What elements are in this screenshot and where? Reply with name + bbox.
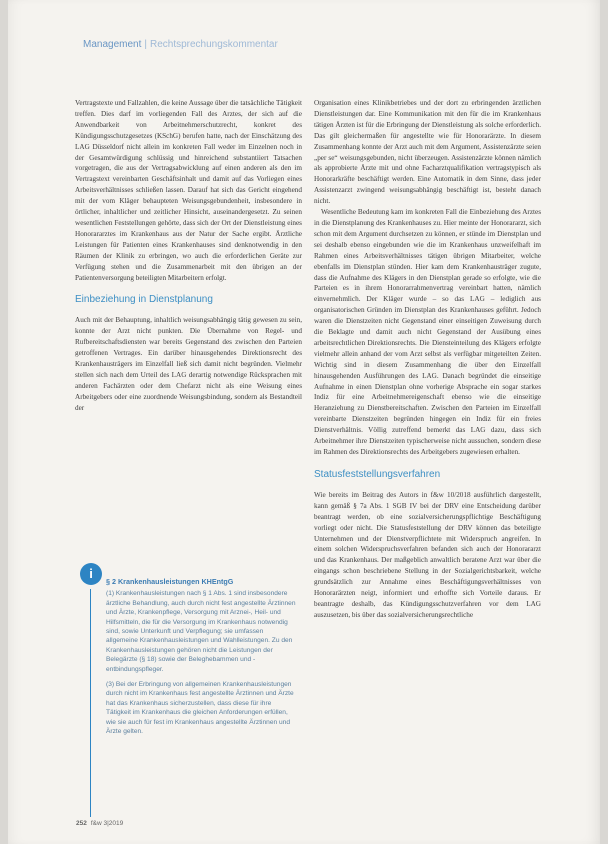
page-footer (76, 820, 123, 827)
info-box (70, 557, 302, 827)
info-box-paragraph: (1) Krankenhausleistungen nach § 1 Abs. 1 sind insbesondere ärztliche Behandlung, auch durch nicht fest angestellte Ärztinnen und Ärzte, Krankenpflege, Versorgung mit Arznei-, Heil- und Hilfsmitteln, die für die Versorgung im Krankenhaus notwendig sind, sowie Unterkunft und Verpflegung; sie umfassen allgemeine Krankenhausleistungen und Wahlleistungen. Zu den Krankenhausleistungen gehören nicht die Leistungen der Belegärzte (§ 18) sowie der Beleghebammen und -entbindungspfleger. (106, 590, 296, 673)
header-separator: | (144, 39, 147, 50)
info-box-title: § 2 Krankenhausleistungen KHEntgG (106, 577, 234, 586)
page-number: 252 (76, 820, 87, 827)
body-paragraph: Organisation eines Klinikbetriebes und der dort zu erbringenden ärztlichen Dienstleistungen dar. Eine Kommunikation mit den für die im Krankenhaus tätigen Ärzten ist für die Erbringung der Dienstleistung als solche erforderlich. Das gilt gleichermaßen für angestellte wie für Honorarärzte. In diesem Zusammenhang konnte der Arzt auch mit dem Argument, Assistenzärzte seien „per se“ weisungsgebunden, nicht überzeugen. Assistenzärzte können nämlich als approbierte Ärzte mit und ohne Facharztqualifikation vertragstypisch als Honorarkräfte beschäftigt werden. Eine Automatik in dem Sinne, dass jeder Assistenzarzt zwingend weisungsabhängig beschäftigt ist, besteht danach nicht. (314, 99, 541, 206)
section-title: Management (83, 39, 142, 50)
body-paragraph: Wie bereits im Beitrag des Autors in f&w 10/2018 ausführlich dargestellt, kann gemäß § 7a Abs. 1 SGB IV bei der DRV eine Entscheidung darüber beantragt werden, ob eine sozialversicherungspflichtige Beschäftigung vorliegt oder nicht. Die Statusfeststellung der DRV können das beteiligte Unternehmen und der Dienstverpflichtete mit Widerspruch angreifen. In einem solchen Widerspruchsverfahren befanden sich auch der Honorararzt und das Krankenhaus. Der maßgeblich anwaltlich beratene Arzt war über die eingangs schon beschriebene Stellung in der Sozialgerichtsbarkeit, welche grundsätzlich zur Annahme eines Beschäftigungsverhältnisses von Honorarärzten neigt, informiert und erhoffte sich Vorteile daraus. Er beantragte deshalb, das Kündigungsschutzverfahren vor dem LAG auszusetzen, bis über das sozialversicherungsrechtliche (314, 490, 541, 619)
body-paragraph: Vertragstexte und Fallzahlen, die keine Aussage über die tatsächliche Tätigkeit treffen. Dies darf im vorliegenden Fall des Arztes, der sich auf die Anwendbarkeit von Arbeitnehmerschutzrecht, konkret des Kündigungsschutzgesetzes (KSchG) berufen hatte, nach der Einschätzung des LAG Düsseldorf nicht allein im konkreten Fall weder im Einzelnen noch in der Gesamtwürdigung schlüssig und hinreichend substantiiert Tatsachen vorgetragen, die aus der Vertragsabwicklung auf einen anderen als den im Vertragstext vereinbarten Geschäftsinhalt und damit auf das Vorliegen eines Arbeitsverhältnisses schließen lassen. Darauf hat sich das Gericht eingehend mit der vom Kläger behaupteten Weisungsgebundenheit, insbesondere in örtlicher, inhaltlicher und zeitlicher Hinsicht, auseinandergesetzt. Zu seinen wesentlichen Feststellungen gehörte, dass sich der Ort der Dienstleistung eines Honorararztes im Krankenhaus aus der Natur der Sache ergibt. Ärztliche Leistungen für Patienten eines Krankenhauses sind denknotwendig in den Räumen der Klinik zu erbringen, wo auch die erforderlichen Geräte zur Verfügung stehen und die Zusammenarbeit mit den übrigen an der Patientenversorgung beteiligten Mitarbeitern erfolgt. (75, 99, 302, 282)
body-paragraph: Wesentliche Bedeutung kam im konkreten Fall die Einbeziehung des Arztes in die Dienstplanung des Krankenhauses zu. Hier meinte der Honorararzt, sich schon mit dem Argument durchsetzen zu können, er stünde im Dienstplan und sei deshalb ebenso eingebunden wie die im Krankenhaus unzweifelhaft im Rahmen eines Arbeitsverhältnisses tätigen übrigen Mitarbeiter, welche ebenfalls im Dienstplan stünden. Hier kam dem Krankenhausträger zugute, dass die Aufnahme des Klägers in den Dienstplan gerade so erfolgte, wie die Parteien es in ihrem Honorarrahmenvertrag vereinbart hatten, nämlich einvernehmlich. Der Kläger wurde – so das LAG – lediglich aus organisatorischen Gründen im Dienstplan des Krankenhauses geführt. Jedoch waren die Dienstzeiten nicht Gegenstand einer einseitigen Zuweisung durch die Beklagte und damit auch nicht Gegenstand der Ausübung eines arbeitsrechtlichen Direktionsrechts. Die Diensteinteilung des Klägers erfolgte vielmehr allein anhand der vom Arzt selbst als verfügbar mitgeteilten Zeiten. Wichtig sind in diesem Zusammenhang die über den Einzelfall hinausgehenden Ausführungen des LAG. Danach begründet die einseitige Aufnahme in einen Dienstplan ohne vorherige Absprache ein sogar starkes Indiz für eine Arbeitnehmereigenschaft ebenso wie die einseitige Heranziehung zu Dienstbereitschaften. Zwischen den Parteien im Einzelfall vereinbarte Dienstzeiten begründen hingegen ein Indiz für ein freies Dienstverhältnis. Völlig zutreffend bemerkt das LAG dazu, dass sich Arbeitnehmer ihre Dienstzeiten typischerweise nicht aussuchen, sondern diese im Rahmen des Direktionsrechts des Arbeitgebers zugewiesen erhalten. (314, 208, 541, 456)
section-heading: Einbeziehung in Dienstplanung (75, 294, 213, 306)
section-subtitle: Rechtsprechungskommentar (149, 39, 278, 50)
section-heading: Statusfeststellungsverfahren (314, 468, 441, 480)
left-column (75, 98, 302, 414)
info-icon: i (80, 563, 102, 585)
body-paragraph: Auch mit der Behauptung, inhaltlich weisungsabhängig tätig gewesen zu sein, konnte der Arzt nicht punkten. Die Übernahme von Regel- und Rufbereitschaftsdiensten war bereits Gegenstand des zwischen den Parteien getroffenen Vertrages. Ein darüber hinausgehendes Direktionsrecht des Krankenhausträgers im Einzelfall ließ sich damit nicht begründen. Vielmehr stellen sich nach dem Urteil des LAG derartig notwendige Rücksprachen mit anderen Fachärzten oder dem Chefarzt nicht als eine Weisung eines Arbeitgebers oder eine zuordnende Weisungsbindung, sondern als Bestandteil der (75, 316, 302, 412)
publication-name: f&w 3|2019 (90, 820, 124, 827)
info-box-rule (90, 589, 91, 817)
page-header (83, 39, 278, 50)
right-column (314, 98, 541, 621)
info-box-content (106, 577, 296, 743)
info-box-paragraph: (3) Bei der Erbringung von allgemeinen Krankenhausleistungen durch nicht im Krankenhaus fest angestellte Ärztinnen und Ärzte hat das Krankenhaus sicherzustellen, dass diese für ihre Tätigkeit im Krankenhaus die gleichen Anforderungen erfüllen, wie sie auch für fest im Krankenhaus angestellte Ärztinnen und Ärzte gelten. (106, 681, 294, 736)
